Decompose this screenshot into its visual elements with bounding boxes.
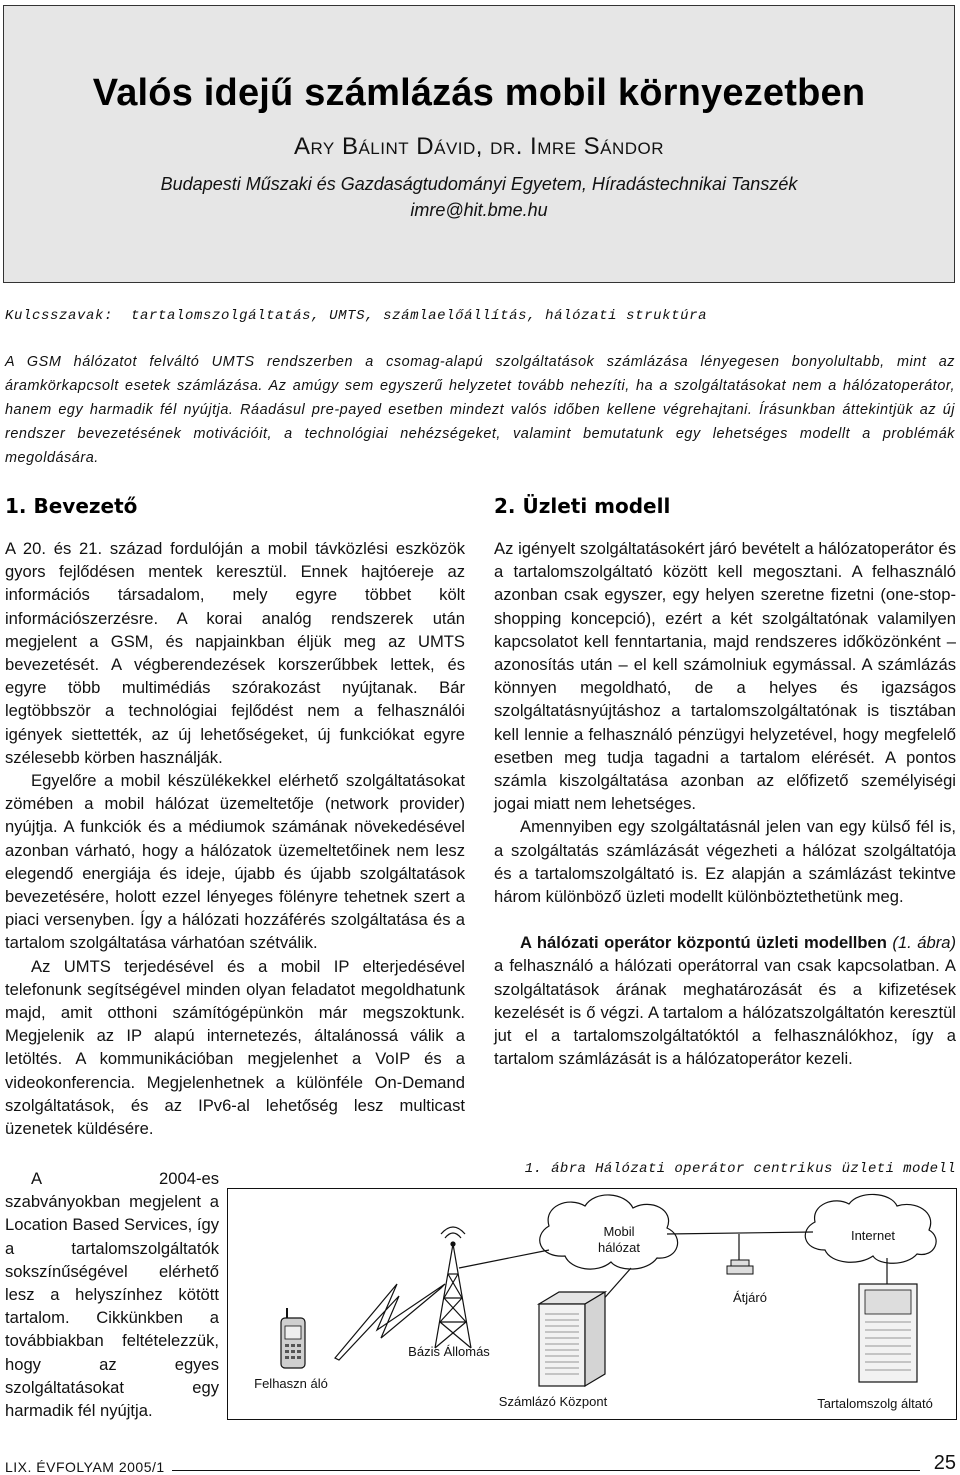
user-label: Felhaszn áló	[254, 1376, 328, 1391]
keywords	[5, 308, 955, 324]
section-2-paragraph-1: Az igényelt szolgáltatásokért járó bevételt a hálózatoperátor és a tartalomszolgáltató között kell megosztani. A felhasználó azonban csak egyszer, egy helyen szeretne fizetni (one-stop-shopping koncepció), ezért a két szolgáltatónak valamilyen kapcsolatot kell fenntartania, majd rendszeres időközönként – azonosítás után – el kell számolniuk egymással. A számlázás könnyen megoldható, de a helyes és igazságos szolgáltatásnyújtáshoz a tartalomszolgáltatónak is tisztában kell lennie a felhasználó pénzügyi helyzetével, hogy megfelelő esetben meg tudja tagadni a tartalom elérését. A pontos számla kiszolgáltatása azonban az előfizető személyiségi jogai miatt nem lehetséges.	[494, 539, 956, 814]
section-1-body	[5, 537, 465, 1140]
figure-reference[interactable]: (1. ábra)	[892, 933, 956, 953]
model-name: A hálózati operátor központú üzleti modellben	[520, 933, 887, 953]
affiliation: Budapesti Műszaki és Gazdaságtudományi Egyetem, Híradástechnikai Tanszék	[160, 174, 798, 194]
mobile-network-label-1: Mobil	[603, 1224, 635, 1239]
section-2-paragraph-3-text: a felhasználó a hálózati operátorral van csak kapcsolatban. A szolgáltatások árának meghatározását és a kifizetések kezelését is ő végzi. A tartalom a hálózatszolgáltatón keresztül jut el a tartalomszolgáltatóktól a felhasználókhoz, így a tartalom számlázását is a hálózatoperátor kezeli.	[494, 956, 956, 1069]
section-1-paragraph-4: A 2004-es szabványokban megjelent a Location Based Services, így a tartalomszolgáltatók sokszínűségével elérhető lesz a helyszínhez kötött tartalom. Cikkünkben a továbbiakban feltételezzük, hogy az egyes szolgáltatásokat egy harmadik fél nyújtja.	[5, 1169, 219, 1421]
billing-center-label: Számlázó Központ	[498, 1394, 608, 1409]
business-model-figure	[227, 1188, 957, 1420]
internet-label: Internet	[850, 1228, 896, 1243]
title-block	[3, 5, 955, 283]
section-1-paragraph-2: Egyelőre a mobil készülékekkel elérhető szolgáltatásokat zömében a mobil hálózat üzemeltetője (network provider) nyújtja. A funkciók és a médiumok számának növekedésével azonban várható, hogy a hálózatok üzemeltetőinek nem lesz elegendő energiája és ideje, újabb és újabb szolgáltatások bevezetésére, holott ezzel lényeges fölényre tehetnek szert a piaci versenyben. Így a hálózati hozzáférés szolgáltatása és a tartalom szolgáltatása várhatóan szétválik.	[5, 771, 465, 953]
section-1-paragraph-1: A 20. és 21. század fordulóján a mobil távközlési eszközök gyors fejlődésen mentek keresztül. Ennek hajtóereje az információs társadalom, mely egyre többet költ információszerzésre. A korai analóg rendszerek után megjelent a GSM, és napjainkban éljük meg az UMTS bevezetését. A végberendezések korszerűbbek lettek, és egyre több multimédiás szórakozást nyújtanak. Bár legtöbbször a technológiai fejlődést nem a felhasználói igények siettették, az új lehetőségeket, új funkciókat egyre szélesebb körben használják.	[5, 539, 465, 767]
section-1-heading: 1. Bevezető	[5, 494, 138, 518]
author-email[interactable]: imre@hit.bme.hu	[410, 200, 548, 220]
billing-server-icon	[539, 1292, 605, 1386]
base-station-label: Bázis Állomás	[408, 1344, 490, 1359]
page-number: 25	[933, 1452, 956, 1474]
keywords-label: Kulcsszavak:	[5, 308, 114, 324]
mobile-network-label-2: hálózat	[598, 1240, 640, 1255]
section-2-paragraph-2: Amennyiben egy szolgáltatásnál jelen van egy külső fél is, a szolgáltatás számlázását végezheti a hálózat szolgáltatója és a tartalomszolgáltató is. Ez alapján a számlázást tekintve három különböző üzleti modellt különböztethetünk meg.	[494, 817, 956, 907]
footer-volume: LIX. ÉVFOLYAM 2005/1	[5, 1459, 165, 1475]
authors: Ary Bálint Dávid, dr. Imre Sándor	[293, 133, 665, 160]
section-2-body	[494, 537, 956, 1070]
section-1-narrow-body	[5, 1167, 219, 1422]
section-2-heading: 2. Üzleti modell	[494, 494, 671, 518]
paper-title: Valós idejű számlázás mobil környezetben	[92, 72, 866, 114]
keywords-text: tartalomszolgáltatás, UMTS, számlaelőállítás, hálózati struktúra	[131, 308, 708, 324]
abstract: A GSM hálózatot felváltó UMTS rendszerben a csomag-alapú szolgáltatások számlázása lényegesen bonyolultabb, mint az áramkörkapcsolt esetek számlázása. Az amúgy sem egyszerű helyzetet tovább nehezíti, ha a szolgáltatásokat nem a hálózatoperátor, hanem egy harmadik fél nyújtja. Ráadásul pre-payed esetben mindezt valós időben kellene végrehajtani. Írásunkban áttekintjük az új rendszer bevezetésének motivációit, a technológiai nehézségeket, valamint bemutatunk egy lehetséges modellt a problémák megoldására.	[5, 354, 955, 466]
section-1-paragraph-3: Az UMTS terjedésével és a mobil IP elterjedésével telefonunk segítségével minden olyan feladatot megoldhatunk majd, amit otthoni számítógépünkön már megszoktunk. Megjelenik az IP alapú internetezés, általánossá válik a letöltés. A kommunikációban megjelenhet a VoIP és a videokonferencia. Megjelenhetnek a különféle On-Demand szolgáltatások, és az IPv6-al lehetőség lesz multicast üzenetek küldésére.	[5, 956, 465, 1139]
content-server-icon	[859, 1284, 917, 1382]
footer-rule	[172, 1470, 920, 1471]
figure-caption: 1. ábra Hálózati operátor centrikus üzleti modell	[524, 1161, 956, 1177]
section-2-paragraph-3	[494, 931, 956, 1070]
content-provider-label: Tartalomszolg áltató	[817, 1396, 933, 1411]
gateway-label: Átjáró	[733, 1290, 767, 1305]
